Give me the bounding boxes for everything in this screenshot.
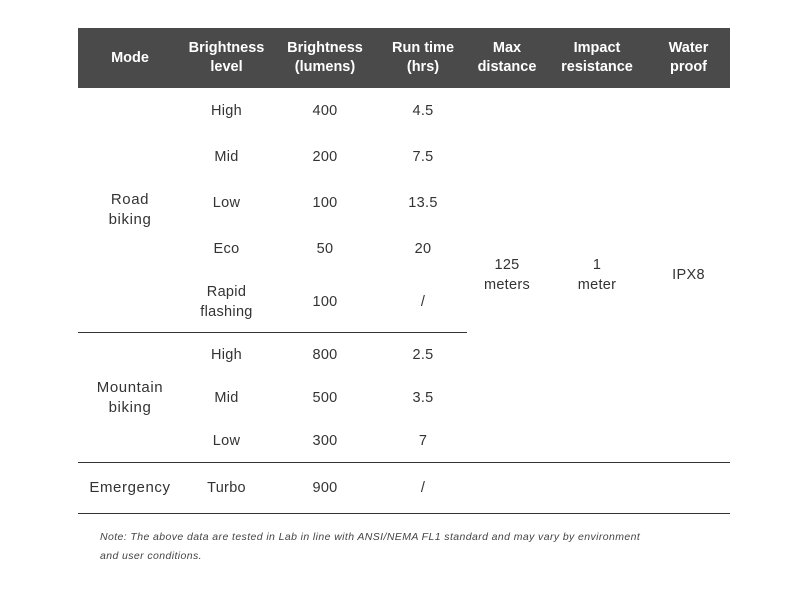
- runtime-cell: 13.5: [408, 195, 438, 211]
- runtime-cell: /: [420, 294, 426, 310]
- footnote-line: Note: The above data are tested in Lab in line with ANSI/NEMA FL1 standard and may vary by environment: [100, 531, 641, 543]
- brightness-level-cell: Rapid flashing: [200, 284, 253, 320]
- impact-resistance-cell: 1 meter: [547, 88, 647, 463]
- lumens-cell: 200: [312, 149, 338, 165]
- water-proof-cell: IPX8: [647, 88, 730, 463]
- footnote-line: and user conditions.: [100, 550, 202, 562]
- spec-table: [78, 28, 730, 514]
- brightness-level-cell: Turbo: [182, 463, 271, 514]
- runtime-cell: /: [379, 463, 467, 514]
- brightness-level-cell: Low: [212, 195, 241, 211]
- lumens-cell: 100: [312, 195, 338, 211]
- table-row: [78, 463, 730, 514]
- lumens-cell: 50: [316, 241, 334, 257]
- runtime-cell: 7: [418, 432, 428, 449]
- header-water-proof: Water proof: [647, 28, 730, 88]
- brightness-level-cell: Low: [212, 432, 241, 449]
- brightness-level-cell: Mid: [214, 149, 239, 165]
- lumens-cell: 800: [271, 333, 379, 377]
- header-row: [78, 28, 730, 88]
- header-mode: Mode: [78, 28, 182, 88]
- empty-cell: [547, 463, 647, 514]
- lumens-cell: 500: [312, 389, 338, 406]
- runtime-cell: 4.5: [412, 103, 434, 119]
- lumens-cell: 300: [312, 432, 338, 449]
- table-row: [78, 88, 730, 134]
- header-max-distance: Max distance: [467, 28, 547, 88]
- runtime-cell: 20: [414, 241, 432, 257]
- brightness-level-cell: High: [210, 103, 243, 119]
- lumens-cell: 400: [312, 103, 338, 119]
- max-distance-cell: 125 meters: [467, 88, 547, 463]
- footnote: [100, 528, 720, 566]
- runtime-cell: 2.5: [379, 333, 467, 377]
- runtime-cell: 7.5: [412, 149, 434, 165]
- header-brightness-level: Brightness level: [182, 28, 271, 88]
- runtime-cell: 3.5: [412, 389, 434, 406]
- brightness-level-cell: High: [182, 333, 271, 377]
- lumens-cell: 100: [312, 294, 338, 310]
- lumens-cell: 900: [271, 463, 379, 514]
- mode-mountain-biking: Mountain biking: [78, 333, 182, 463]
- brightness-level-cell: Eco: [213, 241, 240, 257]
- header-run-time: Run time (hrs): [379, 28, 467, 88]
- empty-cell: [467, 463, 547, 514]
- brightness-level-cell: Mid: [214, 389, 239, 406]
- header-impact-resistance: Impact resistance: [547, 28, 647, 88]
- mode-emergency: Emergency: [78, 463, 182, 514]
- mode-road-biking: Road biking: [108, 191, 152, 228]
- header-brightness-lumens: Brightness (lumens): [271, 28, 379, 88]
- empty-cell: [647, 463, 730, 514]
